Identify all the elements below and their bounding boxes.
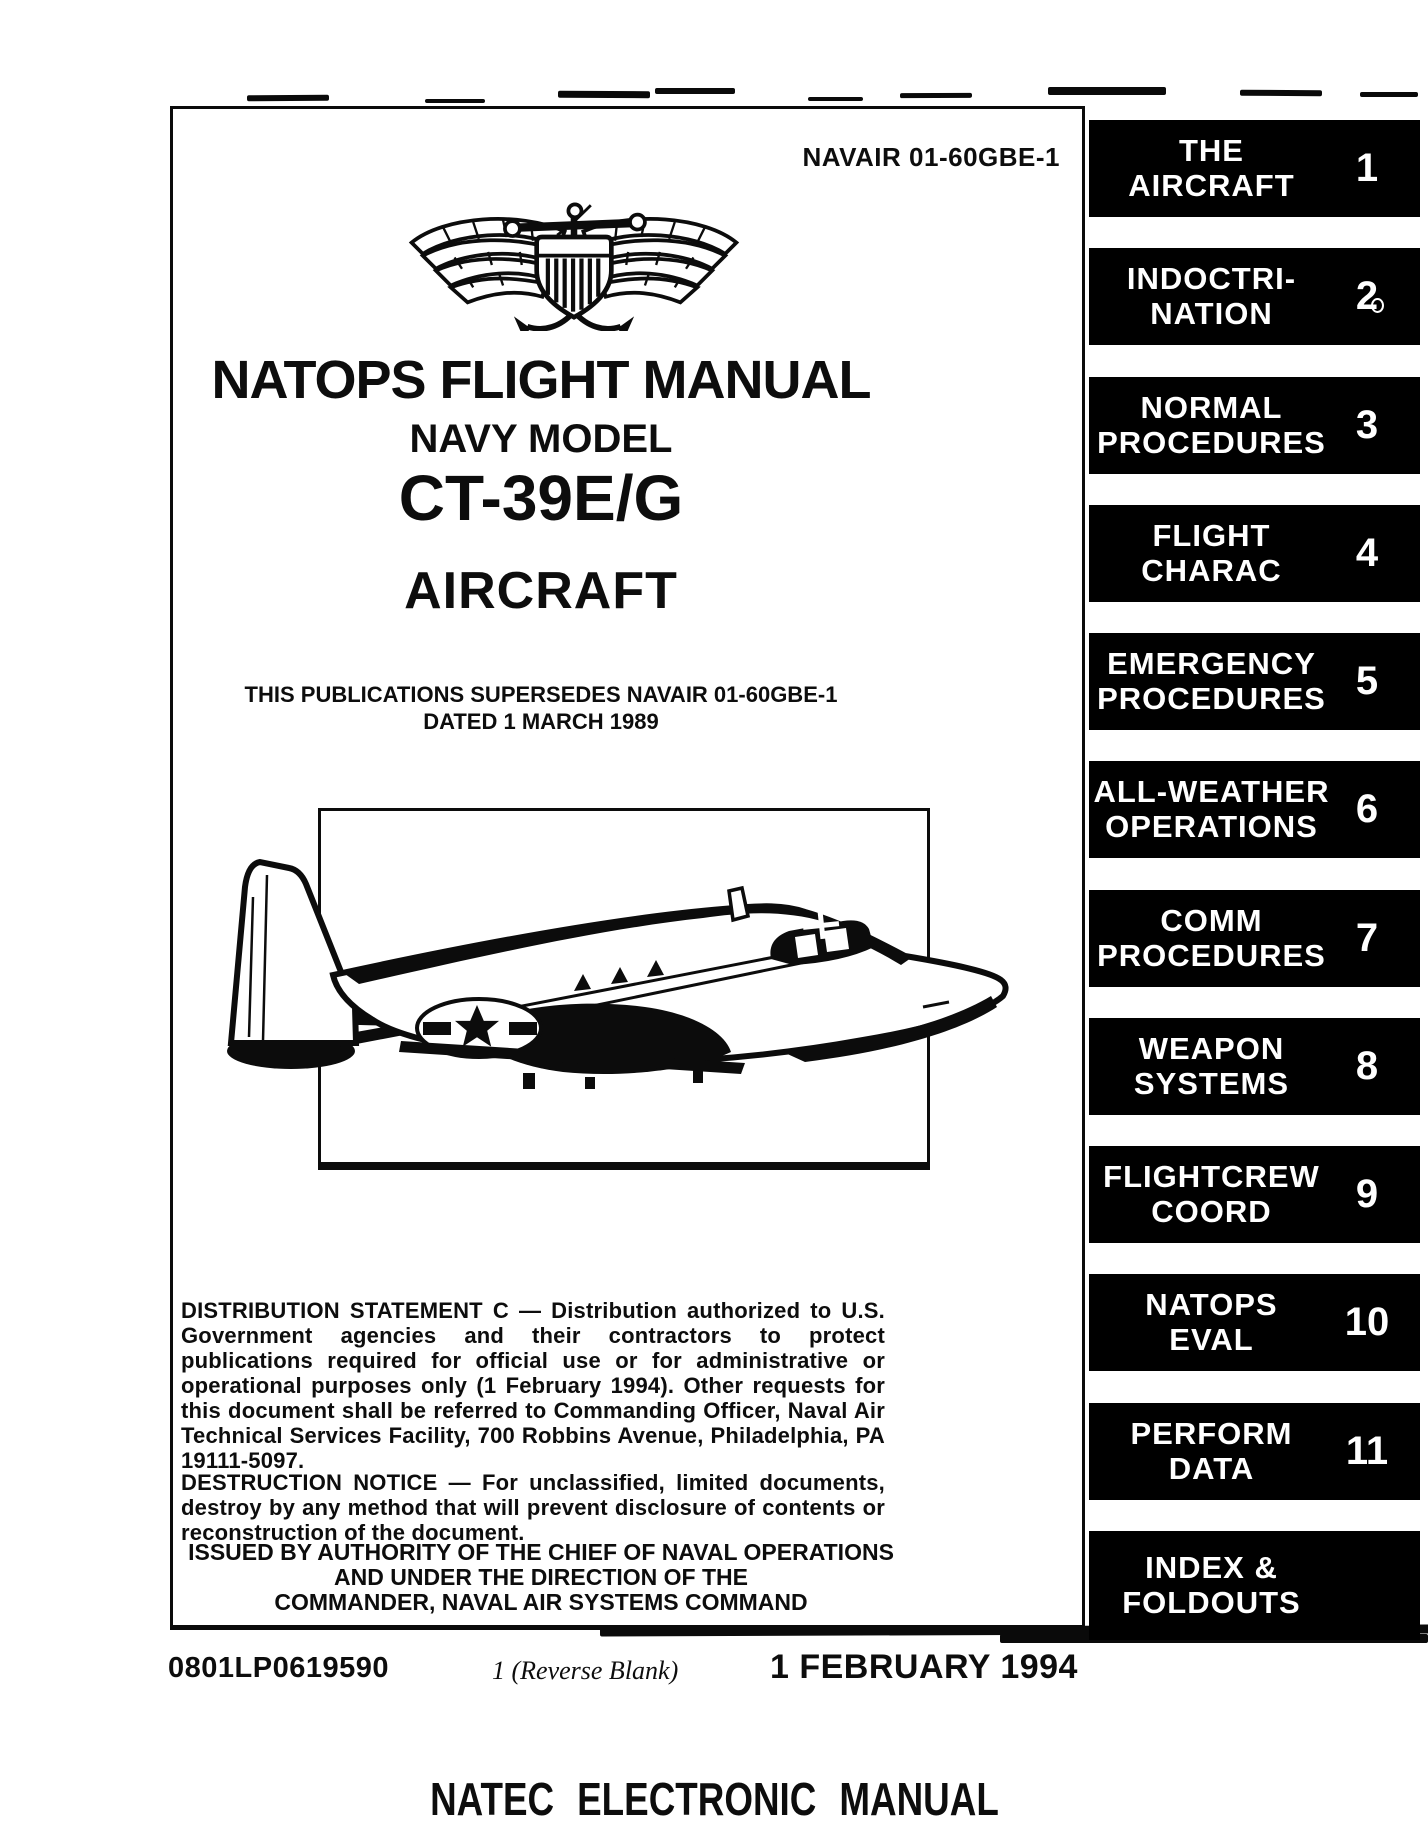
tab-number: 10 (1344, 1300, 1390, 1344)
supersedes-line2: DATED 1 MARCH 1989 (423, 709, 659, 734)
tab-label: PERFORM DATA (1130, 1415, 1293, 1486)
aircraft-model: CT-39E/G (398, 462, 684, 534)
tab-flightcrew-coord[interactable] (1089, 1146, 1420, 1243)
tab-label: INDOCTRI- NATION (1126, 260, 1297, 331)
tab-label: FLIGHTCREW COORD (1103, 1158, 1320, 1229)
tab-label: INDEX & FOLDOUTS (1122, 1549, 1301, 1620)
tab-label: FLIGHT CHARAC (1141, 517, 1282, 588)
tab-indoctrination[interactable] (1089, 248, 1420, 345)
document-number: NAVAIR 01-60GBE-1 (802, 142, 1060, 172)
tab-label: ALL-WEATHER OPERATIONS (1093, 773, 1330, 844)
naval-aviator-wings-emblem (406, 199, 742, 331)
issued-line1: ISSUED BY AUTHORITY OF THE CHIEF OF NAVAL OPERATIONS (188, 1539, 894, 1565)
tab-number: 2 (1355, 274, 1379, 318)
issued-line2: AND UNDER THE DIRECTION OF THE (334, 1564, 748, 1590)
tab-number: 3 (1355, 403, 1379, 447)
tab-label: NORMAL PROCEDURES (1097, 389, 1326, 460)
natec-banner (0, 1772, 1428, 1826)
tab-label: NATOPS EVAL (1145, 1286, 1278, 1357)
tab-emergency-procedures[interactable] (1089, 633, 1420, 730)
tab-perform-data[interactable] (1089, 1403, 1420, 1500)
scan-artifact (558, 91, 650, 98)
supersedes-line1: THIS PUBLICATIONS SUPERSEDES NAVAIR 01-60GBE-1 (244, 682, 838, 707)
tab-label: COMM PROCEDURES (1097, 902, 1326, 973)
scan-artifact (1240, 90, 1322, 97)
supersedes-notice (179, 681, 903, 735)
tab-number: 8 (1355, 1044, 1379, 1088)
page-number-note: 1 (Reverse Blank) (492, 1656, 679, 1685)
scan-artifact (900, 93, 972, 98)
tab-index-foldouts[interactable] (1089, 1531, 1420, 1640)
tab-number: 1 (1355, 146, 1379, 190)
scan-artifact (247, 95, 329, 102)
tab-number: 7 (1355, 916, 1379, 960)
scan-artifact (655, 88, 735, 94)
tab-weapon-systems[interactable] (1089, 1018, 1420, 1115)
tab-number: 6 (1355, 787, 1379, 831)
scan-artifact (1371, 298, 1384, 313)
publication-date: 1 FEBRUARY 1994 (770, 1648, 1078, 1686)
tab-flight-charac[interactable] (1089, 505, 1420, 602)
tab-number: 9 (1355, 1172, 1379, 1216)
tab-number: 11 (1345, 1429, 1389, 1473)
tab-number: 4 (1355, 531, 1379, 575)
scan-artifact (425, 99, 485, 103)
aircraft-label: AIRCRAFT (404, 562, 678, 620)
tab-label: EMERGENCY PROCEDURES (1097, 645, 1326, 716)
cover-content-box (170, 106, 1085, 1630)
tab-label: THE AIRCRAFT (1128, 132, 1295, 203)
wings-emblem-graphic (406, 199, 742, 331)
ct39-side-view-graphic (223, 855, 1013, 1095)
stock-number: 0801LP0619590 (168, 1652, 389, 1684)
tab-label: WEAPON SYSTEMS (1133, 1030, 1290, 1101)
aircraft-illustration (223, 855, 1013, 1095)
natec-banner-text: NATEC ELECTRONIC MANUAL (429, 1773, 999, 1825)
destruction-notice: DESTRUCTION NOTICE — For unclassified, limited documents, destroy by any method that will prevent disclosure of contents or reconstruction of the document. (181, 1470, 885, 1545)
issued-by-authority (179, 1540, 903, 1615)
tab-all-weather-operations[interactable] (1089, 761, 1420, 858)
manual-title: NATOPS FLIGHT MANUAL (211, 350, 871, 410)
issued-line3: COMMANDER, NAVAL AIR SYSTEMS COMMAND (274, 1589, 808, 1615)
tab-natops-eval[interactable] (1089, 1274, 1420, 1371)
scan-artifact (1048, 87, 1166, 95)
tab-number: 5 (1355, 659, 1379, 703)
manual-subtitle: NAVY MODEL (409, 417, 673, 461)
tab-the-aircraft[interactable] (1089, 120, 1420, 217)
scan-artifact (808, 97, 863, 101)
tab-normal-procedures[interactable] (1089, 377, 1420, 474)
tab-comm-procedures[interactable] (1089, 890, 1420, 987)
distribution-statement: DISTRIBUTION STATEMENT C — Distribution authorized to U.S. Government agencies and their contractors to protect publications required for official use or for administrative or operational purposes only (1 February 1994). Other requests for this document shall be referred to Commanding Officer, Naval Air Technical Services Facility, 700 Robbins Avenue, Philadelphia, PA 19111-5097. (181, 1298, 885, 1473)
scan-artifact (1360, 92, 1418, 97)
